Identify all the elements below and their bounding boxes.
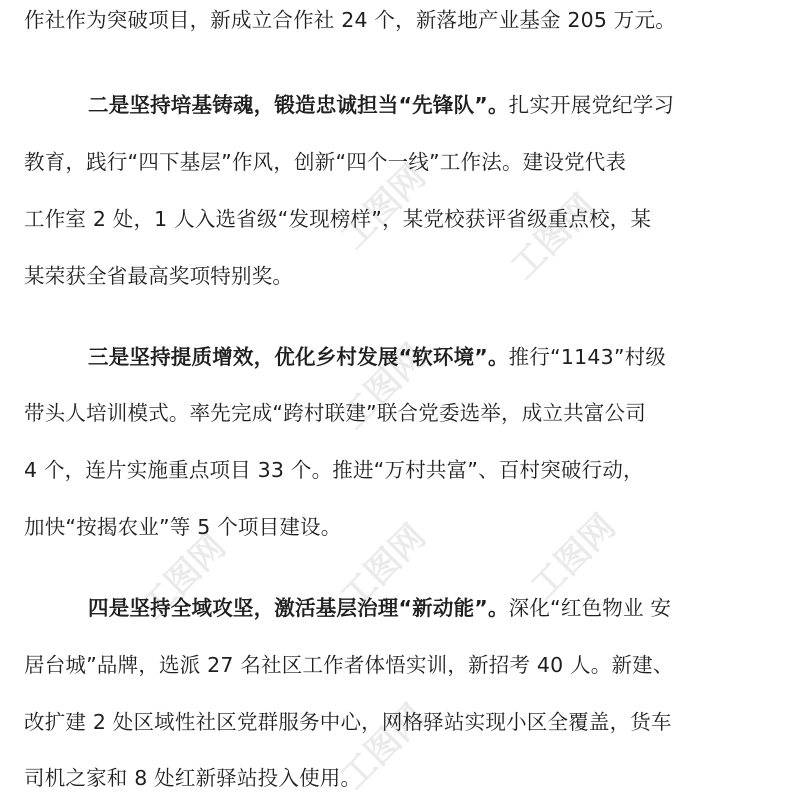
watermark: 工图网 (333, 336, 434, 438)
line-text: 推行“1143”村级 (508, 345, 667, 369)
paragraph-heading: 三是坚持提质增效，优化乡村发展“软环境”。 (88, 345, 509, 369)
watermark: 工图网 (523, 506, 624, 608)
watermark: 工图网 (333, 156, 434, 258)
text-line (24, 513, 341, 541)
watermark: 工图网 (333, 516, 434, 618)
paragraph-first-line (24, 594, 671, 622)
line-text: 4 个，连片实施重点项目 33 个。推进“万村共富”、百村突破行动， (24, 458, 644, 482)
line-text: 加快“按揭农业”等 5 个项目建设。 (24, 515, 342, 539)
text-line (24, 456, 644, 484)
text-line (24, 6, 676, 34)
text-line (24, 262, 293, 290)
line-text: 扎实开展党纪学习 (508, 93, 675, 117)
line-text: 某荣获全省最高奖项特别奖。 (24, 264, 294, 288)
watermark: 工图网 (333, 696, 434, 798)
text-line (24, 148, 626, 176)
text-line (24, 764, 361, 792)
paragraph-heading: 四是坚持全域攻坚，激活基层治理“新动能”。 (88, 596, 509, 620)
line-text: 教育，践行“四下基层”作风，创新“四个一线”工作法。建设党代表 (24, 150, 627, 174)
paragraph-first-line (24, 343, 666, 371)
text-line (24, 651, 674, 679)
line-text: 深化“红色物业 安 (508, 596, 672, 620)
line-text: 作社作为突破项目，新成立合作社 24 个，新落地产业基金 205 万元。 (24, 8, 676, 32)
text-line (24, 399, 646, 427)
text-line (24, 708, 672, 736)
paragraph-first-line (24, 91, 674, 119)
watermark: 工图网 (133, 526, 234, 628)
line-text: 改扩建 2 处区域性社区党群服务中心，网格驿站实现小区全覆盖，货车 (24, 710, 672, 734)
line-text: 司机之家和 8 处红新驿站投入使用。 (24, 766, 362, 790)
line-text: 居台城”品牌，选派 27 名社区工作者体悟实训，新招考 40 人。新建、 (24, 653, 674, 677)
paragraph-heading: 二是坚持培基铸魂，锻造忠诚担当“先锋队”。 (88, 93, 509, 117)
watermark: 工图网 (503, 186, 604, 288)
text-line (24, 205, 651, 233)
line-text: 工作室 2 处，1 人入选省级“发现榜样”，某党校获评省级重点校，某 (24, 207, 652, 231)
line-text: 带头人培训模式。率先完成“跨村联建”联合党委选举，成立共富公司 (24, 401, 646, 425)
